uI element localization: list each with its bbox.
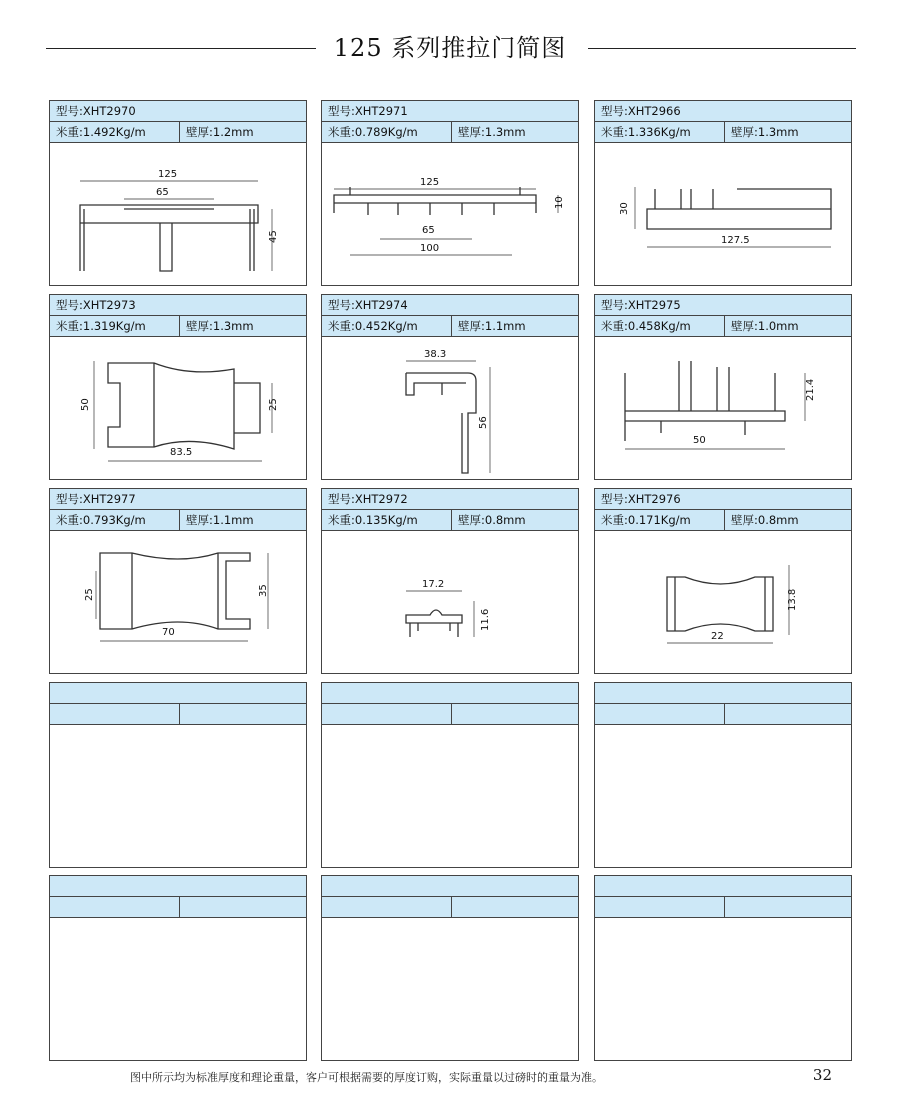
wall-label: 壁厚:1.1mm bbox=[458, 319, 526, 333]
wall-label bbox=[452, 897, 458, 917]
dim-label: 125 bbox=[420, 177, 440, 188]
weight-label bbox=[322, 897, 452, 917]
profile-card bbox=[321, 100, 579, 286]
wall-label: 壁厚:1.2mm bbox=[186, 125, 254, 139]
weight-label: 米重:0.171Kg/m bbox=[595, 510, 725, 530]
profile-card bbox=[321, 294, 579, 480]
profile-card bbox=[49, 294, 307, 480]
wall-label bbox=[180, 704, 186, 724]
model-label: 型号:XHT2971 bbox=[322, 101, 578, 122]
dim-label: 125 bbox=[158, 169, 178, 180]
weight-label: 米重:0.452Kg/m bbox=[322, 316, 452, 336]
empty-card bbox=[49, 875, 307, 1061]
dim-label: 65 bbox=[156, 187, 169, 198]
profile-card bbox=[594, 294, 852, 480]
weight-label bbox=[595, 897, 725, 917]
dim-label: 100 bbox=[420, 243, 440, 254]
empty-card bbox=[594, 682, 852, 868]
dim-label: 127.5 bbox=[721, 235, 750, 246]
footer-note: 图中所示均为标准厚度和理论重量，客户可根据需要的厚度订购，实际重量以过磅时的重量为准。 bbox=[130, 1071, 603, 1084]
dim-label: 65 bbox=[422, 225, 435, 236]
model-label bbox=[595, 876, 851, 897]
model-label: 型号:XHT2966 bbox=[595, 101, 851, 122]
weight-label bbox=[595, 704, 725, 724]
wall-label bbox=[180, 897, 186, 917]
dim-label: 13.8 bbox=[787, 588, 798, 611]
wall-label: 壁厚:1.3mm bbox=[458, 125, 526, 139]
dim-label: 30 bbox=[619, 202, 630, 215]
weight-label: 米重:1.336Kg/m bbox=[595, 122, 725, 142]
dim-label: 50 bbox=[693, 435, 706, 446]
profile-card bbox=[594, 488, 852, 674]
empty-card bbox=[594, 875, 852, 1061]
empty-card bbox=[49, 682, 307, 868]
model-label: 型号:XHT2975 bbox=[595, 295, 851, 316]
profile-drawing bbox=[50, 337, 306, 479]
page-title bbox=[0, 28, 900, 63]
profile-card bbox=[49, 488, 307, 674]
profile-drawing bbox=[322, 143, 578, 285]
wall-label bbox=[725, 704, 731, 724]
dim-label: 17.2 bbox=[422, 579, 445, 590]
model-label bbox=[50, 683, 306, 704]
dim-label: 21.4 bbox=[805, 378, 816, 401]
model-label: 型号:XHT2976 bbox=[595, 489, 851, 510]
dim-label: 83.5 bbox=[170, 447, 193, 458]
profile-drawing bbox=[50, 143, 306, 285]
weight-label: 米重:0.789Kg/m bbox=[322, 122, 452, 142]
weight-label bbox=[50, 704, 180, 724]
empty-card bbox=[321, 682, 579, 868]
profile-card bbox=[321, 488, 579, 674]
profile-drawing bbox=[595, 143, 851, 285]
dim-label: 25 bbox=[84, 588, 95, 601]
dim-label: 25 bbox=[268, 398, 279, 411]
dim-label: 70 bbox=[162, 627, 175, 638]
wall-label: 壁厚:0.8mm bbox=[731, 513, 799, 527]
model-label: 型号:XHT2973 bbox=[50, 295, 306, 316]
dim-label: 11.6 bbox=[480, 608, 491, 631]
model-label bbox=[50, 876, 306, 897]
dim-label: 45 bbox=[268, 230, 279, 243]
wall-label: 壁厚:1.3mm bbox=[731, 125, 799, 139]
wall-label: 壁厚:1.3mm bbox=[186, 319, 254, 333]
model-label: 型号:XHT2977 bbox=[50, 489, 306, 510]
profile-drawing bbox=[50, 531, 306, 673]
weight-label: 米重:0.135Kg/m bbox=[322, 510, 452, 530]
profile-drawing bbox=[322, 531, 578, 673]
page-number: 32 bbox=[812, 1066, 832, 1084]
profile-drawing bbox=[595, 337, 851, 479]
profile-drawing bbox=[595, 531, 851, 673]
model-label bbox=[322, 683, 578, 704]
model-label: 型号:XHT2970 bbox=[50, 101, 306, 122]
dim-label: 22 bbox=[711, 631, 724, 642]
profile-drawing bbox=[322, 337, 578, 479]
model-label: 型号:XHT2974 bbox=[322, 295, 578, 316]
profile-card bbox=[49, 100, 307, 286]
page-title-text: 125 系列推拉门简图 bbox=[322, 34, 578, 62]
weight-label: 米重:1.319Kg/m bbox=[50, 316, 180, 336]
model-label bbox=[595, 683, 851, 704]
wall-label bbox=[725, 897, 731, 917]
dim-label: 35 bbox=[258, 584, 269, 597]
weight-label: 米重:0.458Kg/m bbox=[595, 316, 725, 336]
dim-label: 50 bbox=[80, 398, 91, 411]
weight-label: 米重:0.793Kg/m bbox=[50, 510, 180, 530]
wall-label: 壁厚:0.8mm bbox=[458, 513, 526, 527]
dim-label: 56 bbox=[478, 416, 489, 429]
model-label: 型号:XHT2972 bbox=[322, 489, 578, 510]
wall-label: 壁厚:1.0mm bbox=[731, 319, 799, 333]
model-label bbox=[322, 876, 578, 897]
weight-label bbox=[322, 704, 452, 724]
weight-label: 米重:1.492Kg/m bbox=[50, 122, 180, 142]
weight-label bbox=[50, 897, 180, 917]
dim-label: 38.3 bbox=[424, 349, 447, 360]
wall-label: 壁厚:1.1mm bbox=[186, 513, 254, 527]
dim-label: 10 bbox=[554, 196, 565, 209]
wall-label bbox=[452, 704, 458, 724]
profile-card bbox=[594, 100, 852, 286]
empty-card bbox=[321, 875, 579, 1061]
